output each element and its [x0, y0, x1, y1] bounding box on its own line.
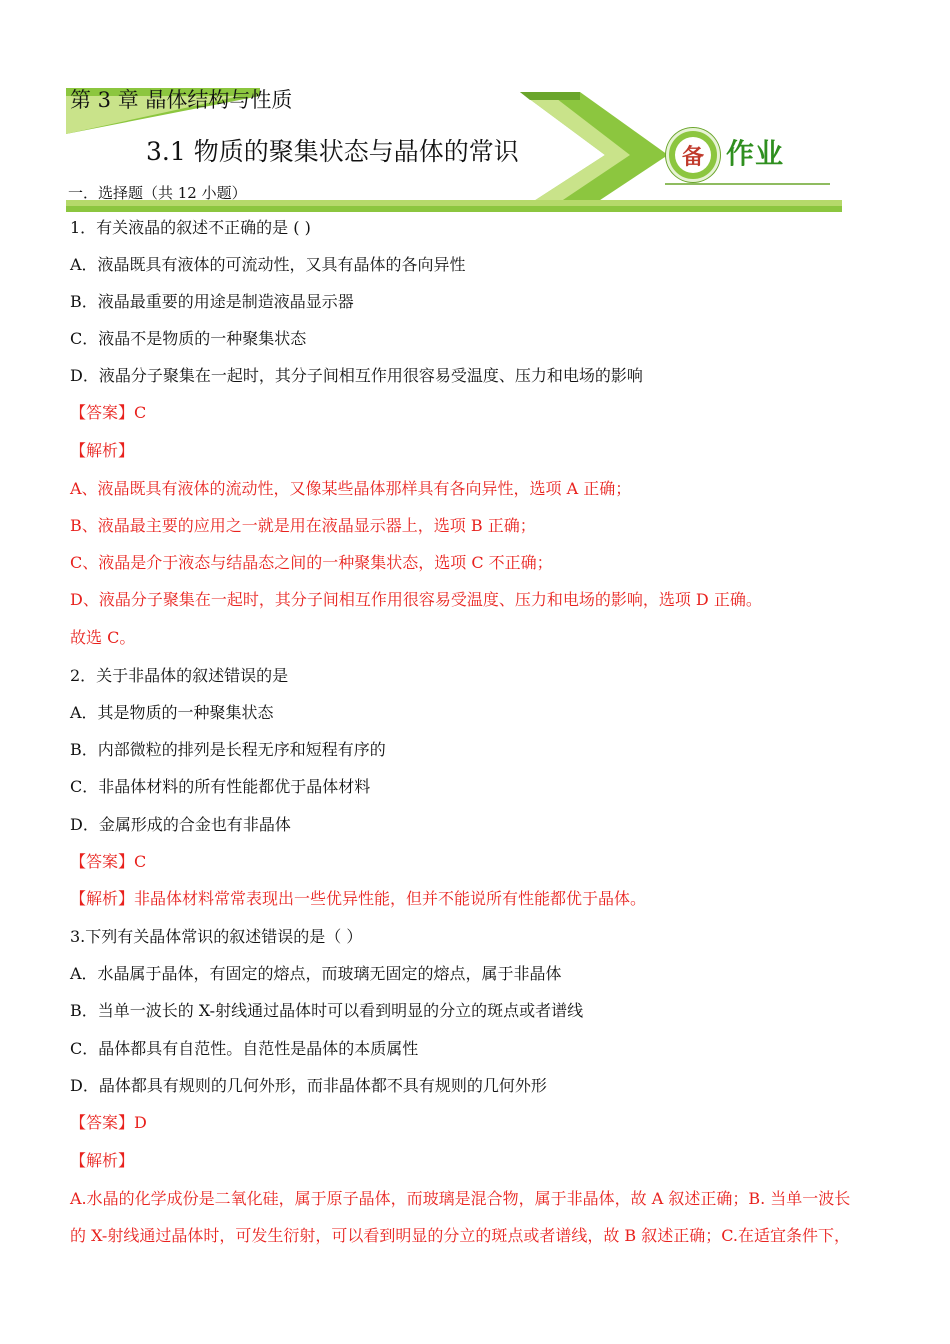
answer-line: 【解析】: [70, 1151, 135, 1170]
question-line: A．水晶属于晶体，有固定的熔点，而玻璃无固定的熔点，属于非晶体: [70, 964, 562, 983]
answer-line: 的 X-射线通过晶体时，可发生衍射，可以看到明显的分立的斑点或者谱线，故 B 叙述正确；C.在适宜条件下，: [70, 1226, 851, 1245]
question-line: D．晶体都具有规则的几何外形，而非晶体都不具有规则的几何外形: [70, 1076, 547, 1095]
chapter-title: 第 3 章 晶体结构与性质: [70, 88, 293, 112]
answer-line: 故选 C。: [70, 628, 136, 647]
badge-icon: [666, 128, 720, 182]
header-arrow-dark: [520, 92, 668, 210]
header-arrow-top: [520, 92, 580, 100]
page-header: [0, 0, 950, 220]
answer-line: 【解析】: [70, 441, 135, 460]
question-line: B．当单一波长的 X-射线通过晶体时可以看到明显的分立的斑点或者谱线: [70, 1001, 584, 1020]
section-subheading: 一．选择题（共 12 小题）: [68, 184, 247, 202]
answer-line: 【解析】非晶体材料常常表现出一些优异性能，但并不能说所有性能都优于晶体。: [70, 889, 647, 908]
question-line: C．液晶不是物质的一种聚集状态: [70, 329, 307, 348]
question-line: B．液晶最重要的用途是制造液晶显示器: [70, 292, 354, 311]
question-line: B．内部微粒的排列是长程无序和短程有序的: [70, 740, 386, 759]
question-line: A．液晶既具有液体的可流动性，又具有晶体的各向异性: [70, 255, 466, 274]
badge-char: 备: [675, 137, 711, 173]
question-line: A．其是物质的一种聚集状态: [70, 703, 274, 722]
answer-line: 【答案】C: [70, 403, 147, 422]
header-bar-shade: [66, 206, 842, 212]
badge-label: 作业: [726, 137, 785, 170]
answer-line: A、液晶既具有液体的流动性，又像某些晶体那样具有各向异性，选项 A 正确；: [70, 479, 632, 498]
question-line: 2．关于非晶体的叙述错误的是: [70, 666, 289, 685]
answer-line: A.水晶的化学成份是二氧化硅，属于原子晶体，而玻璃是混合物，属于非晶体，故 A 叙述正确；B. 当单一波长: [70, 1189, 851, 1208]
answer-line: 【答案】D: [70, 1113, 147, 1132]
question-line: 3.下列有关晶体常识的叙述错误的是（ ）: [70, 927, 363, 946]
answer-line: B、液晶最主要的应用之一就是用在液晶显示器上，选项 B 正确；: [70, 516, 536, 535]
answer-line: C、液晶是介于液态与结晶态之间的一种聚集状态，选项 C 不正确；: [70, 553, 553, 572]
question-line: C．非晶体材料的所有性能都优于晶体材料: [70, 777, 371, 796]
question-line: D．金属形成的合金也有非晶体: [70, 815, 291, 834]
section-title: 3.1 物质的聚集状态与晶体的常识: [146, 137, 519, 166]
answer-line: D、液晶分子聚集在一起时，其分子间相互作用很容易受温度、压力和电场的影响，选项 D 正确。: [70, 590, 762, 609]
question-line: 1．有关液晶的叙述不正确的是 ( ): [70, 218, 311, 237]
question-line: D．液晶分子聚集在一起时，其分子间相互作用很容易受温度、压力和电场的影响: [70, 366, 643, 385]
answer-line: 【答案】C: [70, 852, 147, 871]
question-line: C．晶体都具有自范性。自范性是晶体的本质属性: [70, 1039, 419, 1058]
